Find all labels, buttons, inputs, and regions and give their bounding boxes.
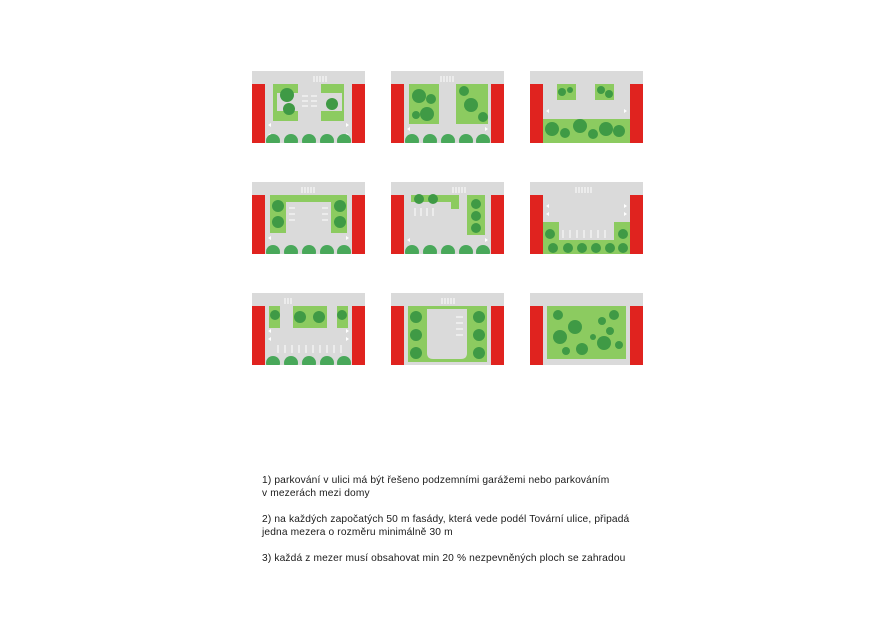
tree: [283, 103, 295, 115]
gap-variant-6: [530, 182, 643, 254]
parking-court: [298, 84, 321, 121]
building-left: [252, 84, 265, 143]
gap-variant-9: [530, 293, 643, 365]
gap-variant-7: [252, 293, 365, 365]
gap-variant-3: [530, 71, 643, 143]
tree: [326, 98, 338, 110]
note-2: 2) na každých započatých 50 m fasády, která vede podél Tovární ulice, připadá jedna mezera o rozměru minimálně 30 m: [262, 514, 630, 538]
building-right: [352, 84, 365, 143]
note-3: 3) každá z mezer musí obsahovat min 20 % nezpevněných ploch se zahradou: [262, 553, 626, 564]
gap-variant-5: [391, 182, 504, 254]
gap-variant-1: [252, 71, 365, 143]
gap-variant-2: [391, 71, 504, 143]
notes: [262, 474, 682, 578]
gap-variant-8: [391, 293, 504, 365]
tree: [280, 88, 294, 102]
note-1: 1) parkování v ulici má být řešeno podzemními garážemi nebo parkováním v mezerách mezi domy: [262, 475, 610, 499]
gap-variant-4: [252, 182, 365, 254]
